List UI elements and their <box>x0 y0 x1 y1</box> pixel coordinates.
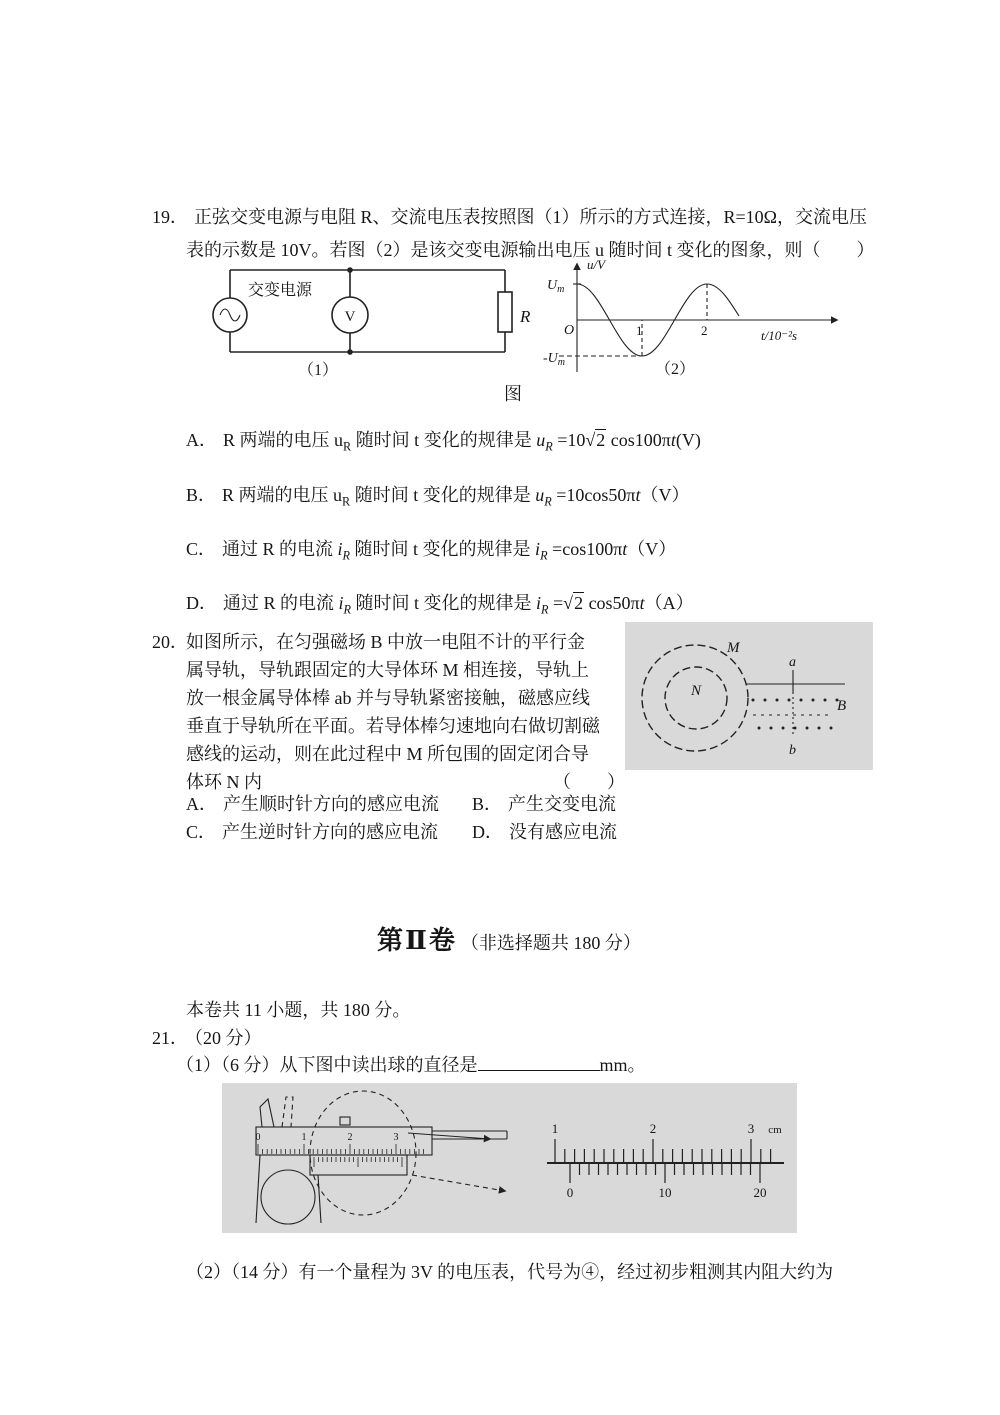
svg-text:1: 1 <box>301 1132 307 1143</box>
svg-text:1: 1 <box>551 1121 559 1136</box>
y-axis-label: u/V <box>587 257 606 272</box>
q20-line: 垂直于导轨所在平面。若导体棒匀速地向右做切割磁 <box>186 716 600 736</box>
q21-part1: （1）（6 分）从下图中读出球的直径是 mm。 <box>176 1055 646 1075</box>
q21-part2: （2）（14 分）有一个量程为 3V 的电压表，代号为④，经过初步粗测其内阻大约为 <box>186 1262 834 1282</box>
option-text: 通过 R 的电流 $i_R$ 随时间 t 变化的规律是 $i_R =√2$ cos50πt（A） <box>223 593 694 617</box>
q20-rings-figure <box>625 622 873 770</box>
q20-number: 20． <box>152 632 188 652</box>
answer-blank <box>478 1055 600 1071</box>
q19-option-b <box>186 481 689 510</box>
q20-option-c: C． 产生逆时针方向的感应电流 <box>186 822 439 842</box>
option-label: A． <box>186 430 217 450</box>
svg-text:cm: cm <box>768 1124 782 1136</box>
q20-option-b: B． 产生交变电流 <box>472 794 617 814</box>
svg-text:10: 10 <box>658 1185 672 1200</box>
q19-waveform-figure <box>543 254 865 378</box>
q21-number-line <box>152 1024 262 1050</box>
svg-text:3: 3 <box>393 1132 399 1143</box>
section2-intro: 本卷共 11 小题，共 180 分。 <box>186 1000 411 1020</box>
fig1-caption: （1） <box>298 362 339 379</box>
resistor-icon <box>498 292 512 332</box>
neg-um-label: $-U_m$ <box>543 351 566 368</box>
q19-circuit-figure <box>198 262 538 380</box>
q21-points: （20 分） <box>194 1028 262 1048</box>
svg-text:0: 0 <box>566 1185 574 1200</box>
section2-title: 第Ⅱ卷 <box>377 926 457 955</box>
ring-n-label: N <box>691 683 702 699</box>
option-label: C． <box>186 539 217 559</box>
source-label: 交变电源 <box>248 282 313 299</box>
q19-option-a <box>186 426 701 455</box>
q20-line: 如图所示，在匀强磁场 B 中放一电阻不计的平行金 <box>186 632 586 652</box>
svg-text:2: 2 <box>649 1121 657 1136</box>
svg-text:0: 0 <box>255 1132 261 1143</box>
um-label: $U_m$ <box>547 278 565 295</box>
section2-header <box>377 920 641 957</box>
voltmeter-label: V <box>344 309 356 325</box>
rod-a-label: a <box>789 655 796 670</box>
option-text: R 两端的电压 $u_R$ 随时间 t 变化的规律是 $u_R =10\cos 50\pi t(V)$ <box>222 485 690 509</box>
origin-label: O <box>564 323 575 338</box>
rod-b-label: b <box>789 743 796 758</box>
option-label: D． <box>186 593 217 613</box>
field-b-label: B <box>837 698 847 714</box>
q19-option-c <box>186 535 676 564</box>
svg-text:20: 20 <box>753 1185 767 1200</box>
q20-option-a: A． 产生顺时针方向的感应电流 <box>186 794 439 814</box>
option-text: R 两端的电压 $u_R$ 随时间 t 变化的规律是 $u_R =10√2$ cos100πt(V) <box>223 430 701 454</box>
q20-line: 体环 N 内 <box>186 772 262 792</box>
svg-text:3: 3 <box>747 1121 755 1136</box>
q20-line: 感线的运动，则在此过程中 M 所包围的固定闭合导 <box>186 744 590 764</box>
option-text: 通过 R 的电流 $i_R$ 随时间 t 变化的规律是 $i_R =\cos 100\pi t(V)$ <box>222 539 677 563</box>
q20-answer-bracket: （ ） <box>553 772 625 792</box>
svg-text:2: 2 <box>347 1132 353 1143</box>
q19-number: 19． <box>152 207 188 227</box>
q20-option-d: D． 没有感应电流 <box>472 822 617 842</box>
figure-caption: 图 <box>504 384 522 404</box>
x-axis-label: t/10⁻²s <box>761 328 798 343</box>
tick-1: 1 <box>636 323 643 338</box>
q20-line: 放一根金属导体棒 ab 并与导轨紧密接触，磁感应线 <box>186 688 590 708</box>
ring-m-label: M <box>727 640 740 656</box>
fig2-caption: （2） <box>655 361 696 378</box>
q19-option-d <box>186 589 694 618</box>
option-label: B． <box>186 485 217 505</box>
q20-line: 属导轨，导轨跟固定的大导体环 M 相连接，导轨上 <box>186 660 590 680</box>
tick-2: 2 <box>701 323 708 338</box>
resistor-label: R <box>520 307 531 326</box>
q19-line1: 19． 正弦交变电源与电阻 R、交流电压表按照图（1）所示的方式连接，R=10Ω，交流电压 <box>152 207 868 227</box>
q21-caliper-figure <box>222 1083 797 1233</box>
section2-subtitle: （非选择题共 180 分） <box>460 933 641 953</box>
q21-number: 21． <box>152 1028 188 1048</box>
q19-line2: 表的示数是 10V。若图（2）是该交变电源输出电压 u 随时间 t 变化的图象，则（ ） <box>186 240 875 260</box>
